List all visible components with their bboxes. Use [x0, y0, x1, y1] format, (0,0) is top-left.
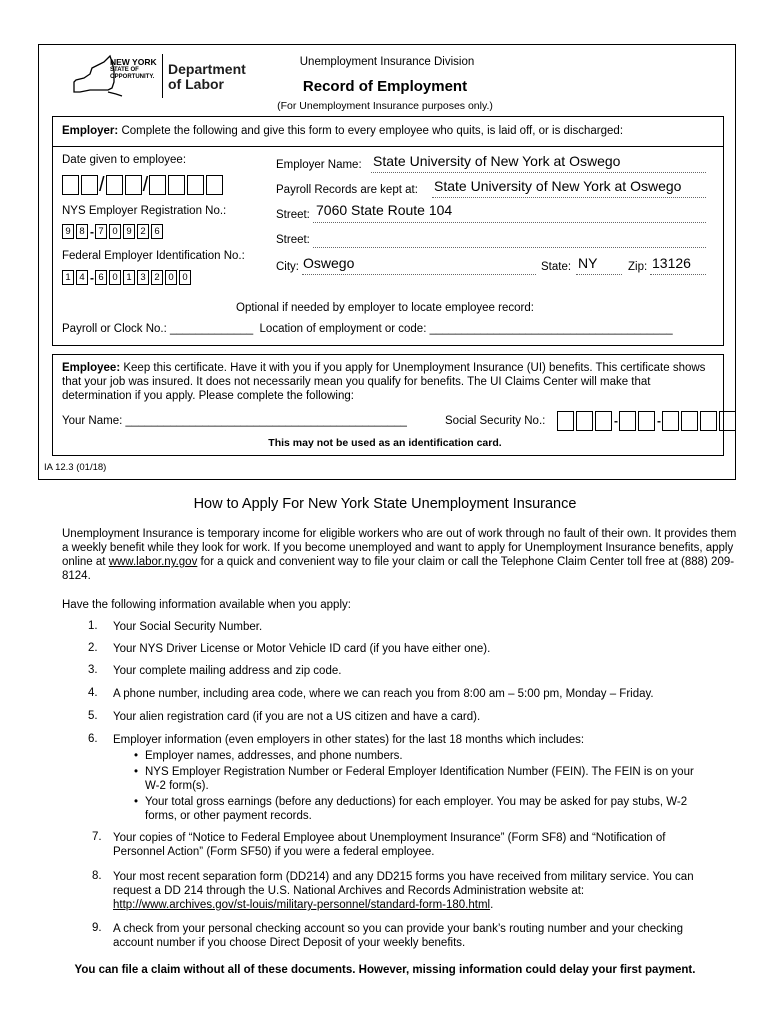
street1-value[interactable]: 7060 State Route 104 [316, 202, 453, 218]
list-item-number: 5. [88, 710, 98, 722]
bullet-text: Your total gross earnings (before any deductions) for each employer. You may be asked for pay stubs, W-2 forms, or other payment records. [145, 796, 688, 822]
division-label [0, 56, 770, 68]
list-item-number: 1. [88, 620, 98, 632]
fein-field[interactable] [62, 270, 193, 285]
list-item-number: 2. [88, 642, 98, 654]
fein-digit[interactable]: 0 [179, 270, 191, 285]
list-item-text: A phone number, including area code, where we can reach you from 8:00 am – 5:00 pm, Monday – Friday. [113, 688, 654, 700]
ssn-label: Social Security No.: [445, 415, 546, 427]
page-title: Record of Employment [302, 78, 468, 95]
nys-reg-digit[interactable]: 9 [123, 224, 135, 239]
bullet-icon: • [134, 796, 139, 808]
dept-line-1: Department [168, 61, 246, 77]
date-box[interactable] [187, 175, 204, 195]
nys-reg-digit[interactable]: 6 [151, 224, 163, 239]
ssn-box[interactable] [557, 411, 574, 431]
bullet-icon: • [134, 750, 139, 762]
date-given-label: Date given to employee: [62, 154, 187, 166]
division-text: Unemployment Insurance Division [299, 56, 475, 68]
date-box[interactable] [149, 175, 166, 195]
optional-note: Optional if needed by employer to locate employee record: [236, 302, 534, 314]
employer-instruction-bold: Employer: [62, 125, 119, 137]
employer-instruction [62, 125, 623, 137]
zip-value[interactable]: 13126 [652, 255, 691, 271]
archives-link[interactable]: http://www.archives.gov/st-louis/military-personnel/standard-form-180.html [113, 899, 491, 911]
list-item-text: Your complete mailing address and zip code. [113, 665, 342, 677]
state-name: NEW YORK [110, 57, 157, 67]
street1-line [313, 222, 706, 223]
date-box[interactable] [106, 175, 123, 195]
footer-note: You can file a claim without all of these documents. However, missing information could delay your first payment. [74, 964, 696, 976]
fein-digit[interactable]: 0 [165, 270, 177, 285]
payroll-clock-line[interactable]: Payroll or Clock No.: _____________ Location of employment or code: ______________________________________ [62, 323, 673, 335]
your-name-field[interactable]: Your Name: ____________________________________________ [62, 415, 407, 427]
street2-label: Street: [276, 234, 310, 246]
date-box[interactable] [206, 175, 223, 195]
ssn-box[interactable] [638, 411, 655, 431]
city-value[interactable]: Oswego [303, 255, 355, 271]
archives-link-line [113, 898, 493, 912]
archives-link-period: . [490, 899, 494, 911]
employer-name-label: Employer Name: [276, 159, 362, 171]
date-box[interactable] [81, 175, 98, 195]
list-item-text: A check from your personal checking account so you can provide your bank’s routing number and your checking account number if you choose Direct Deposit of your weekly benefits. [113, 923, 683, 949]
nys-reg-digit[interactable]: 0 [109, 224, 121, 239]
not-id-note: This may not be used as an identification card. [268, 437, 502, 449]
list-item-number: 3. [88, 664, 98, 676]
employer-name-value[interactable]: State University of New York at Oswego [373, 153, 621, 169]
list-item-number: 6. [88, 733, 98, 745]
list-item-number: 7. [92, 831, 102, 843]
fein-dash: - [90, 270, 94, 285]
ssn-box[interactable] [595, 411, 612, 431]
list-item-text: Your NYS Driver License or Motor Vehicle ID card (if you have either one). [113, 643, 491, 655]
ssn-dash: - [614, 414, 618, 428]
have-info-text: Have the following information available when you apply: [62, 599, 351, 611]
labor-website-link[interactable]: www.labor.ny.gov [108, 556, 198, 568]
street1-label: Street: [276, 209, 310, 221]
nys-reg-field[interactable] [62, 224, 165, 239]
nys-reg-dash: - [90, 224, 94, 239]
nys-reg-digit[interactable]: 2 [137, 224, 149, 239]
guide-title: How to Apply For New York State Unemployment Insurance [193, 496, 577, 512]
street2-line [313, 247, 706, 248]
state-line [576, 274, 622, 275]
date-box[interactable] [168, 175, 185, 195]
list-item-text: Your Social Security Number. [113, 621, 263, 633]
nys-reg-digit[interactable]: 9 [62, 224, 74, 239]
payroll-kept-line [432, 197, 706, 198]
fein-digit[interactable]: 1 [62, 270, 74, 285]
city-line [302, 274, 536, 275]
ssn-dash: - [657, 414, 661, 428]
guide-intro [62, 527, 742, 583]
zip-line [650, 274, 706, 275]
bullet-text: NYS Employer Registration Number or Federal Employer Identification Number (FEIN). The FEIN is on your W-2 form(s). [145, 766, 694, 792]
fein-label: Federal Employer Identification No.: [62, 250, 245, 262]
list-item-number: 4. [88, 687, 98, 699]
employee-instruction-text: Keep this certificate. Have it with you if you apply for Unemployment Insurance (UI) benefits. This certificate shows that your job was insured. It does not necessarily mean you qualify for benefits. The UI Claims Center will make that determination if you apply. Please complete the following: [62, 362, 706, 402]
employee-instruction [62, 361, 712, 403]
date-box[interactable] [125, 175, 142, 195]
form-id: IA 12.3 (01/18) [44, 462, 107, 473]
nys-reg-digit[interactable]: 8 [76, 224, 88, 239]
intro-text-b: for a quick and convenient way to file your claim or call the Telephone Claim Center toll free at (888) 209-8124. [62, 556, 735, 582]
fein-digit[interactable]: 4 [76, 270, 88, 285]
ssn-input[interactable] [557, 411, 738, 431]
list-item-number: 9. [92, 922, 102, 934]
page-subtitle: (For Unemployment Insurance purposes only.) [277, 100, 493, 112]
ssn-box[interactable] [700, 411, 717, 431]
date-box[interactable] [62, 175, 79, 195]
state-line-2: STATE OF [110, 67, 139, 73]
bullet-icon: • [134, 766, 139, 778]
ssn-box[interactable] [681, 411, 698, 431]
list-item-text: Your most recent separation form (DD214) and any DD215 forms you have received from military service. You can request a DD 214 through the U.S. National Archives and Records Administration website at: [113, 871, 694, 897]
intro-text-a: Unemployment Insurance is temporary income for eligible workers who are out of work through no fault of their own. It provides them a weekly benefit while they look for work. If you become unemployed and want to apply for Unemployment Insurance benefits, apply online at [62, 528, 737, 568]
ssn-box[interactable] [619, 411, 636, 431]
state-line-3: OPPORTUNITY. [110, 74, 155, 80]
list-item-text: Your copies of “Notice to Federal Employee about Unemployment Insurance” (Form SF8) and “Notification of Personnel Action” (Form SF50) if you were a federal employee. [113, 832, 666, 858]
employer-instruction-text: Complete the following and give this form to every employee who quits, is laid off, or is discharged: [118, 125, 624, 137]
date-slash: / [99, 174, 105, 196]
date-given-input[interactable] [62, 175, 225, 195]
list-item-text: Employer information (even employers in other states) for the last 18 months which includes: [113, 734, 585, 746]
date-slash: / [142, 174, 149, 196]
fein-digit[interactable]: 6 [95, 270, 107, 285]
ssn-box[interactable] [662, 411, 679, 431]
fein-digit[interactable]: 2 [151, 270, 163, 285]
payroll-kept-value[interactable]: State University of New York at Oswego [434, 178, 682, 194]
nys-reg-digit[interactable]: 7 [95, 224, 107, 239]
zip-label: Zip: [628, 261, 648, 273]
fein-digit[interactable]: 3 [137, 270, 149, 285]
dept-line-2: of Labor [168, 76, 224, 92]
employer-divider [52, 146, 724, 147]
bullet-text: Employer names, addresses, and phone numbers. [145, 750, 403, 762]
state-label: State: [541, 261, 572, 273]
fein-digit[interactable]: 1 [123, 270, 135, 285]
payroll-kept-label: Payroll Records are kept at: [276, 184, 418, 196]
fein-digit[interactable]: 0 [109, 270, 121, 285]
state-value[interactable]: NY [578, 255, 598, 271]
nys-reg-label: NYS Employer Registration No.: [62, 205, 227, 217]
list-item-text: Your alien registration card (if you are not a US citizen and have a card). [113, 711, 481, 723]
employee-instruction-bold: Employee: [62, 362, 121, 374]
city-label: City: [276, 261, 299, 273]
ssn-box[interactable] [576, 411, 593, 431]
employer-name-line [371, 172, 706, 173]
ssn-box[interactable] [719, 411, 736, 431]
list-item-number: 8. [92, 870, 102, 882]
